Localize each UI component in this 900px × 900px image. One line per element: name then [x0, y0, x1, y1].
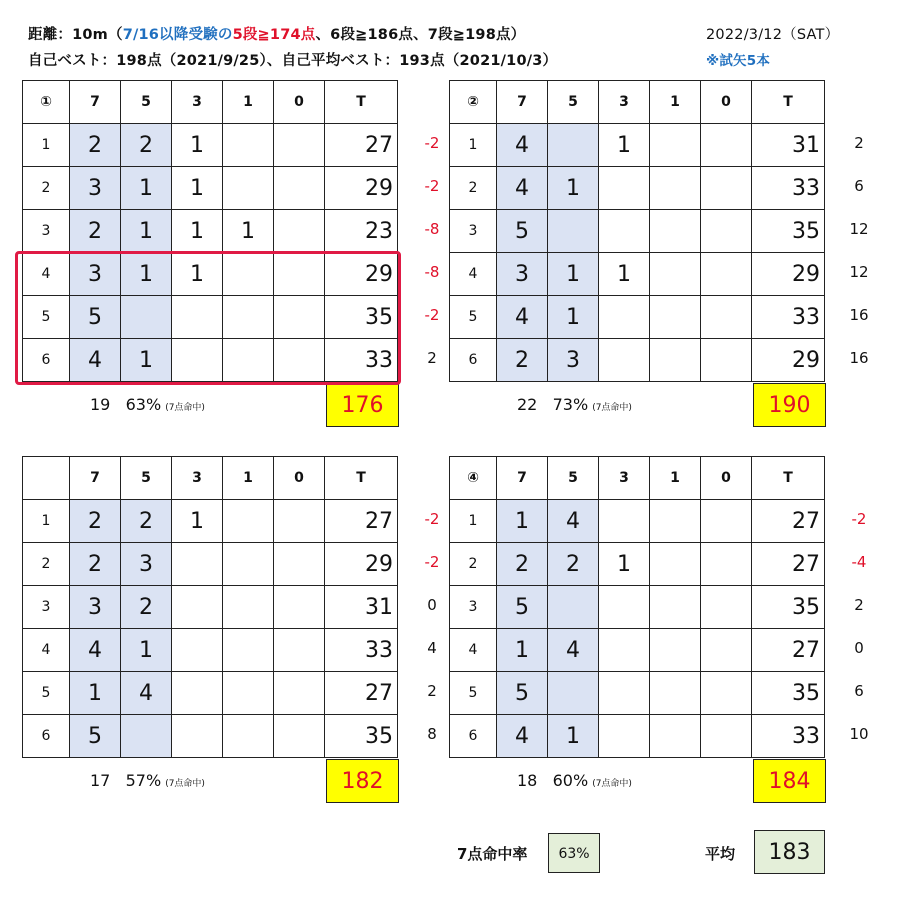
- end-number: 3: [23, 210, 70, 253]
- end-total: 29: [752, 253, 825, 296]
- table-row: [23, 210, 398, 253]
- running-diff: 16: [849, 349, 869, 367]
- table-header-row: [23, 457, 398, 500]
- table-row: [23, 500, 398, 543]
- count-cell: 3: [70, 253, 121, 296]
- count-cell: 3: [70, 586, 121, 629]
- round-number: ②: [450, 81, 497, 124]
- count-cell: [701, 586, 752, 629]
- distance-header: [28, 23, 525, 44]
- count-cell: 1: [121, 167, 172, 210]
- end-total: 27: [752, 629, 825, 672]
- end-number: 4: [23, 629, 70, 672]
- end-total: 33: [752, 715, 825, 758]
- end-total: 33: [325, 629, 398, 672]
- count-cell: [599, 167, 650, 210]
- hit-rate-value: 63%: [548, 833, 600, 873]
- column-header: T: [325, 457, 398, 500]
- count-cell: 2: [70, 500, 121, 543]
- count-cell: 2: [70, 124, 121, 167]
- count-cell: [274, 500, 325, 543]
- column-header: T: [752, 457, 825, 500]
- column-header: 5: [121, 81, 172, 124]
- hit-summary: [90, 395, 205, 414]
- running-diff: -8: [424, 263, 440, 281]
- dan-thresholds: 、6段≧186点、7段≧198点）: [315, 27, 526, 43]
- end-total: 33: [752, 167, 825, 210]
- count-cell: 3: [70, 167, 121, 210]
- table-row: [23, 672, 398, 715]
- end-number: 1: [23, 124, 70, 167]
- count-cell: 4: [497, 167, 548, 210]
- count-cell: 1: [548, 296, 599, 339]
- hit-summary: [517, 395, 632, 414]
- count-cell: [701, 124, 752, 167]
- count-cell: 1: [497, 629, 548, 672]
- count-cell: [274, 543, 325, 586]
- end-total: 29: [752, 339, 825, 382]
- count-cell: [650, 253, 701, 296]
- column-header: 0: [274, 81, 325, 124]
- column-header: 7: [70, 457, 121, 500]
- running-diff: -2: [424, 553, 440, 571]
- table-row: [450, 543, 825, 586]
- running-diff: -2: [424, 306, 440, 324]
- end-number: 4: [23, 253, 70, 296]
- end-total: 27: [325, 672, 398, 715]
- count-cell: [599, 210, 650, 253]
- count-cell: 4: [70, 339, 121, 382]
- running-diff: 16: [849, 306, 869, 324]
- end-number: 1: [450, 500, 497, 543]
- running-diff: -4: [851, 553, 867, 571]
- end-total: 29: [325, 543, 398, 586]
- column-header: 3: [172, 81, 223, 124]
- count-cell: [599, 629, 650, 672]
- average-value: 183: [754, 830, 825, 874]
- round-number: ①: [23, 81, 70, 124]
- count-cell: [172, 629, 223, 672]
- end-total: 29: [325, 167, 398, 210]
- count-cell: [701, 715, 752, 758]
- end-total: 35: [752, 672, 825, 715]
- table-row: [450, 124, 825, 167]
- running-diff: -2: [851, 510, 867, 528]
- count-cell: [223, 715, 274, 758]
- column-header: 3: [599, 81, 650, 124]
- count-cell: 5: [497, 210, 548, 253]
- count-cell: 1: [172, 253, 223, 296]
- count-cell: 1: [172, 210, 223, 253]
- column-header: 0: [701, 457, 752, 500]
- end-number: 6: [450, 339, 497, 382]
- count-cell: [650, 167, 701, 210]
- rule-note: 7/16以降受験の: [122, 27, 233, 43]
- table-row: [23, 543, 398, 586]
- count-cell: 2: [497, 339, 548, 382]
- count-cell: [650, 500, 701, 543]
- count-cell: 5: [497, 672, 548, 715]
- count-cell: 1: [599, 543, 650, 586]
- running-diff: -2: [424, 510, 440, 528]
- table-row: [23, 715, 398, 758]
- end-total: 27: [325, 500, 398, 543]
- score-table-3: [22, 456, 398, 758]
- count-cell: 4: [497, 715, 548, 758]
- column-header: 3: [172, 457, 223, 500]
- average-label: 平均: [705, 845, 736, 863]
- end-number: 3: [450, 210, 497, 253]
- count-cell: [223, 167, 274, 210]
- grand-total: 184: [753, 759, 826, 803]
- count-cell: [172, 543, 223, 586]
- count-cell: 3: [497, 253, 548, 296]
- count-cell: 1: [121, 210, 172, 253]
- count-cell: 1: [70, 672, 121, 715]
- end-number: 5: [450, 296, 497, 339]
- count-cell: [548, 124, 599, 167]
- count-cell: 5: [70, 296, 121, 339]
- end-total: 29: [325, 253, 398, 296]
- count-cell: [274, 672, 325, 715]
- count-cell: 1: [121, 629, 172, 672]
- count-cell: [701, 629, 752, 672]
- table-row: [23, 629, 398, 672]
- running-diff: 12: [849, 220, 869, 238]
- count-cell: 1: [548, 167, 599, 210]
- end-total: 27: [325, 124, 398, 167]
- running-diff: 2: [854, 134, 864, 152]
- hit-percent: 57%: [125, 771, 162, 790]
- count-cell: [223, 500, 274, 543]
- column-header: 1: [223, 457, 274, 500]
- count-cell: [650, 586, 701, 629]
- count-cell: 3: [121, 543, 172, 586]
- hit-percent-note: (7点命中): [165, 779, 205, 789]
- column-header: 7: [70, 81, 121, 124]
- end-number: 4: [450, 253, 497, 296]
- column-header: 0: [274, 457, 325, 500]
- count-cell: [223, 586, 274, 629]
- end-number: 1: [450, 124, 497, 167]
- hit-percent-note: (7点命中): [165, 403, 205, 413]
- table-row: [450, 672, 825, 715]
- hit-count: 19: [90, 395, 111, 414]
- count-cell: [701, 210, 752, 253]
- count-cell: 5: [497, 586, 548, 629]
- count-cell: [701, 543, 752, 586]
- column-header: T: [325, 81, 398, 124]
- column-header: 1: [650, 81, 701, 124]
- end-total: 33: [752, 296, 825, 339]
- table-row: [450, 339, 825, 382]
- count-cell: 2: [548, 543, 599, 586]
- running-diff: 6: [854, 682, 864, 700]
- count-cell: 1: [223, 210, 274, 253]
- count-cell: [650, 124, 701, 167]
- running-diff-column: [843, 122, 875, 380]
- count-cell: 1: [172, 167, 223, 210]
- column-header: 5: [548, 81, 599, 124]
- table-header-row: [450, 81, 825, 124]
- count-cell: 5: [70, 715, 121, 758]
- end-number: 6: [450, 715, 497, 758]
- count-cell: [701, 253, 752, 296]
- end-number: 2: [23, 167, 70, 210]
- end-total: 35: [325, 715, 398, 758]
- count-cell: [274, 210, 325, 253]
- warmup-note: ※試矢5本: [706, 53, 771, 69]
- hit-count: 18: [517, 771, 538, 790]
- table-row: [450, 167, 825, 210]
- count-cell: [548, 672, 599, 715]
- grand-total: 182: [326, 759, 399, 803]
- count-cell: [548, 586, 599, 629]
- count-cell: [599, 715, 650, 758]
- end-total: 35: [325, 296, 398, 339]
- table-row: [450, 500, 825, 543]
- count-cell: 4: [497, 296, 548, 339]
- round-number: [23, 457, 70, 500]
- hit-percent-note: (7点命中): [592, 779, 632, 789]
- running-diff: 2: [427, 349, 437, 367]
- hit-percent: 63%: [125, 395, 162, 414]
- running-diff: 12: [849, 263, 869, 281]
- highlight-outline: [15, 251, 401, 385]
- end-number: 5: [450, 672, 497, 715]
- count-cell: [599, 296, 650, 339]
- table-row: [450, 253, 825, 296]
- end-total: 35: [752, 586, 825, 629]
- running-diff: 6: [854, 177, 864, 195]
- count-cell: [650, 339, 701, 382]
- end-number: 1: [23, 500, 70, 543]
- count-cell: 2: [70, 210, 121, 253]
- running-diff-column: [416, 122, 448, 380]
- end-number: 6: [23, 339, 70, 382]
- end-total: 31: [325, 586, 398, 629]
- count-cell: [599, 500, 650, 543]
- count-cell: [599, 339, 650, 382]
- count-cell: 2: [497, 543, 548, 586]
- running-diff: 0: [854, 639, 864, 657]
- end-number: 3: [450, 586, 497, 629]
- table-row: [23, 124, 398, 167]
- column-header: 7: [497, 457, 548, 500]
- running-diff: 8: [427, 725, 437, 743]
- grand-total: 176: [326, 383, 399, 427]
- column-header: 5: [548, 457, 599, 500]
- column-header: 5: [121, 457, 172, 500]
- count-cell: 1: [172, 500, 223, 543]
- table-row: [450, 586, 825, 629]
- table-row: [450, 210, 825, 253]
- hit-summary: [90, 771, 205, 790]
- end-total: 27: [752, 500, 825, 543]
- distance-label: 距離：10m（: [28, 27, 123, 43]
- end-total: 27: [752, 543, 825, 586]
- hit-summary: [517, 771, 632, 790]
- count-cell: [650, 543, 701, 586]
- count-cell: [650, 629, 701, 672]
- count-cell: 1: [599, 253, 650, 296]
- count-cell: 2: [121, 124, 172, 167]
- count-cell: 2: [121, 500, 172, 543]
- end-number: 2: [450, 543, 497, 586]
- end-total: 33: [325, 339, 398, 382]
- table-row: [23, 586, 398, 629]
- count-cell: [548, 210, 599, 253]
- end-total: 31: [752, 124, 825, 167]
- count-cell: 1: [121, 339, 172, 382]
- hit-count: 17: [90, 771, 111, 790]
- personal-best-header: 自己ベスト：198点（2021/9/25）、自己平均ベスト：193点（2021/10/3）: [28, 53, 558, 69]
- grand-total: 190: [753, 383, 826, 427]
- end-number: 2: [23, 543, 70, 586]
- count-cell: 2: [70, 543, 121, 586]
- table-row: [450, 296, 825, 339]
- running-diff: 2: [854, 596, 864, 614]
- count-cell: [274, 124, 325, 167]
- table-row: [450, 629, 825, 672]
- count-cell: [599, 672, 650, 715]
- end-total: 23: [325, 210, 398, 253]
- round-number: ④: [450, 457, 497, 500]
- hit-percent: 73%: [552, 395, 589, 414]
- table-row: [450, 715, 825, 758]
- count-cell: 4: [121, 672, 172, 715]
- count-cell: [223, 629, 274, 672]
- column-header: 1: [650, 457, 701, 500]
- count-cell: [701, 500, 752, 543]
- count-cell: [274, 629, 325, 672]
- column-header: 0: [701, 81, 752, 124]
- count-cell: [650, 210, 701, 253]
- count-cell: 4: [70, 629, 121, 672]
- hit-percent: 60%: [552, 771, 589, 790]
- count-cell: 4: [548, 500, 599, 543]
- count-cell: 1: [172, 124, 223, 167]
- column-header: 3: [599, 457, 650, 500]
- count-cell: 1: [548, 715, 599, 758]
- count-cell: 1: [548, 253, 599, 296]
- count-cell: [599, 586, 650, 629]
- hit-percent-note: (7点命中): [592, 403, 632, 413]
- end-number: 5: [23, 672, 70, 715]
- count-cell: [650, 296, 701, 339]
- running-diff: 2: [427, 682, 437, 700]
- hit-rate-label: 7点命中率: [457, 845, 528, 863]
- running-diff: -2: [424, 177, 440, 195]
- dan5-threshold: 5段≧174点: [232, 27, 316, 43]
- count-cell: [274, 715, 325, 758]
- session-date: 2022/3/12（SAT）: [706, 27, 840, 43]
- count-cell: [223, 124, 274, 167]
- count-cell: [701, 296, 752, 339]
- count-cell: [121, 715, 172, 758]
- count-cell: [223, 543, 274, 586]
- count-cell: [650, 672, 701, 715]
- running-diff: 4: [427, 639, 437, 657]
- column-header: 7: [497, 81, 548, 124]
- count-cell: [650, 715, 701, 758]
- count-cell: [701, 167, 752, 210]
- hit-count: 22: [517, 395, 538, 414]
- running-diff-column: [416, 498, 448, 756]
- column-header: 1: [223, 81, 274, 124]
- end-number: 4: [450, 629, 497, 672]
- end-number: 2: [450, 167, 497, 210]
- count-cell: [172, 715, 223, 758]
- count-cell: 3: [548, 339, 599, 382]
- count-cell: 1: [497, 500, 548, 543]
- end-number: 5: [23, 296, 70, 339]
- column-header: T: [752, 81, 825, 124]
- count-cell: [701, 339, 752, 382]
- count-cell: 4: [497, 124, 548, 167]
- end-number: 6: [23, 715, 70, 758]
- running-diff: 10: [849, 725, 869, 743]
- count-cell: [274, 167, 325, 210]
- score-table-4: [449, 456, 825, 758]
- count-cell: [223, 672, 274, 715]
- table-header-row: [450, 457, 825, 500]
- table-header-row: [23, 81, 398, 124]
- running-diff: -2: [424, 134, 440, 152]
- count-cell: 1: [599, 124, 650, 167]
- score-table-2: [449, 80, 825, 382]
- end-number: 3: [23, 586, 70, 629]
- count-cell: [274, 586, 325, 629]
- count-cell: [172, 672, 223, 715]
- table-row: [23, 167, 398, 210]
- count-cell: [701, 672, 752, 715]
- count-cell: [172, 586, 223, 629]
- count-cell: 2: [121, 586, 172, 629]
- count-cell: 4: [548, 629, 599, 672]
- running-diff-column: [843, 498, 875, 756]
- running-diff: 0: [427, 596, 437, 614]
- count-cell: 1: [121, 253, 172, 296]
- end-total: 35: [752, 210, 825, 253]
- running-diff: -8: [424, 220, 440, 238]
